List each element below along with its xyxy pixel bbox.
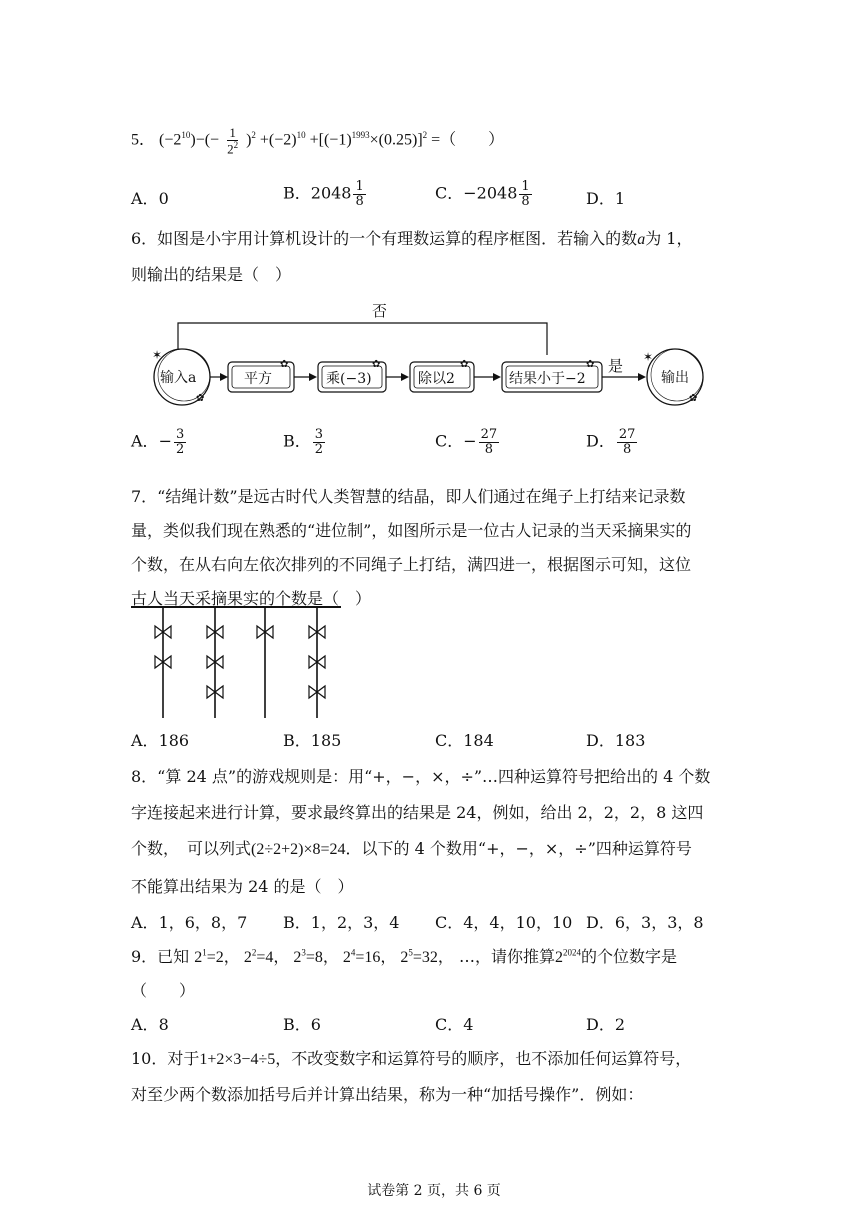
q10-line-2: 对至少两个数添加括号后并计算出结果，称为一种“加括号操作”．例如： xyxy=(131,1085,644,1104)
q7-option-c: C．184 xyxy=(435,731,494,750)
q5-option-a: A．0 xyxy=(131,189,169,208)
svg-text:✶: ✶ xyxy=(643,350,654,364)
q7-option-a: A．186 xyxy=(131,731,190,750)
q7-line-2: 量，类似我们现在熟悉的“进位制”，如图所示是一位古人记录的当天采摘果实的 xyxy=(131,521,692,540)
q9-line-1: 9．已知 $2^1=2$， $2^2=4$， $2^3=8$， $2^4=16$， $2^5=32$， …，请你推算$2^{2024}$的个位数字是 xyxy=(131,947,678,966)
q5-fraction: $\frac{1}{2^2}$ xyxy=(227,125,239,156)
flow-input: 输入a xyxy=(160,370,197,386)
q8-line-1: 8．“算 24 点”的游戏规则是：用“+，−，×，÷”…四种运算符号把给出的 4 个数 xyxy=(131,767,711,786)
q6-line-1: 6．如图是小宇用计算机设计的一个有理数运算的程序框图．若输入的数a为 1， xyxy=(131,229,693,248)
flow-step-multiply: 乘(−3) xyxy=(326,371,372,387)
q9-option-a: A．8 xyxy=(131,1015,169,1034)
q6-line-2: 则输出的结果是（ ） xyxy=(131,265,292,284)
svg-text:✿: ✿ xyxy=(280,359,289,370)
flow-step-divide: 除以2 xyxy=(418,371,455,387)
q8-line-3: 个数， 可以列式(2÷2+2)×8=24．以下的 4 个数用“+，−，×，÷”四种运算符号 xyxy=(131,839,692,858)
q8-line-4: 不能算出结果为 24 的是（ ） xyxy=(131,877,354,896)
flow-yes-label: 是 xyxy=(608,357,624,375)
q5-option-d: D．1 xyxy=(586,189,626,208)
q9-option-c: C．4 xyxy=(435,1015,474,1034)
q9-option-d: D．2 xyxy=(586,1015,626,1034)
q7-line-1: 7．“结绳计数”是远古时代人类智慧的结晶，即人们通过在绳子上打结来记录数 xyxy=(131,487,686,506)
svg-text:✿: ✿ xyxy=(372,359,381,370)
q8-option-b: B．1，2，3，4 xyxy=(283,913,400,932)
svg-text:✿: ✿ xyxy=(689,393,698,404)
q8-option-c: C．4，4，10，10 xyxy=(435,913,573,932)
q5-option-c: C．−2048 $\frac{1}{8}$ xyxy=(435,179,530,209)
flow-step-condition: 结果小于−2 xyxy=(509,371,586,387)
flow-step-square: 平方 xyxy=(244,371,272,387)
q10-line-1: 10．对于1+2×3−4÷5，不改变数字和运算符号的顺序，也不添加任何运算符号， xyxy=(131,1049,692,1068)
page-footer: 试卷第 2 页，共 6 页 xyxy=(367,1183,501,1199)
flow-no-label: 否 xyxy=(372,302,388,320)
q7-option-d: D．183 xyxy=(586,731,646,750)
q7-line-3: 个数，在从右向左依次排列的不同绳子上打结，满四进一，根据图示可知，这位 xyxy=(131,555,692,574)
q5-option-b: B．2048 $\frac{1}{8}$ xyxy=(283,179,364,209)
flow-output: 输出 xyxy=(661,370,689,386)
q8-option-d: D．6，3，3，8 xyxy=(586,913,704,932)
q8-line-2: 字连接起来进行计算，要求最终算出的结果是 24，例如，给出 2，2，2，8 这四 xyxy=(131,803,704,822)
svg-text:✶: ✶ xyxy=(152,348,163,362)
q6-flowchart xyxy=(140,295,720,415)
svg-text:✿: ✿ xyxy=(586,359,595,370)
q6-option-b: B． $\frac{3}{2}$ xyxy=(283,427,324,457)
svg-text:✿: ✿ xyxy=(196,393,205,404)
q6-option-c: C．− $\frac{27}{8}$ xyxy=(435,427,498,457)
q9-option-b: B．6 xyxy=(283,1015,321,1034)
q6-option-a: A．− $\frac{3}{2}$ xyxy=(131,427,185,457)
knot-diagram xyxy=(131,604,343,722)
q5-stem: 5． $(-2^{10})-(-$ $\frac{1}{2^2}$ )$^2 +(-2)^{10} +[(-1)^{1993}\times(0.25)]^2$ =（ ） xyxy=(131,125,505,156)
q8-option-a: A．1，6，8，7 xyxy=(131,913,248,932)
svg-text:✿: ✿ xyxy=(460,359,469,370)
q7-line-4: 古人当天采摘果实的个数是（ ） xyxy=(131,589,372,608)
q9-line-2: （ ） xyxy=(131,981,196,1000)
q7-option-b: B．185 xyxy=(283,731,342,750)
q6-option-d: D． $\frac{27}{8}$ xyxy=(586,427,636,457)
